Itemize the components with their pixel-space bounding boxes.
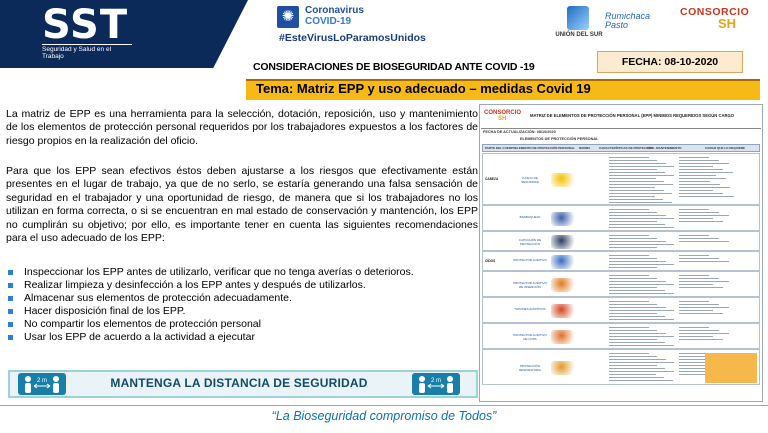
matrix-item-label: PROTECTOR AUDITIVO DE INSERCIÓN xyxy=(513,281,547,289)
list-item xyxy=(6,292,486,305)
matrix-col-header: CARACTERÍSTICAS DE PROTECCIÓN xyxy=(599,146,654,150)
social-distance-icon xyxy=(18,373,66,395)
list-item xyxy=(6,318,486,331)
intro-paragraph: La matriz de EPP es una herramienta para la selección, dotación, reposición, uso y mantenimiento de los elementos de protección personal requeridos por los trabajadores expuestos a los factores de riesgo propios en la realización del oficio. xyxy=(6,108,478,147)
bullet-icon xyxy=(8,270,13,275)
matrix-text-block xyxy=(679,235,739,244)
list-item xyxy=(6,331,486,344)
earmuff-image xyxy=(551,255,577,269)
list-item-text: Realizar limpieza y desinfección a los EPP antes y después de utilizarlos. xyxy=(24,278,366,291)
helmet-image xyxy=(551,173,577,187)
resp-image xyxy=(551,361,577,375)
matrix-text-block xyxy=(679,275,739,290)
list-item xyxy=(6,279,486,292)
matrix-text-block xyxy=(609,157,675,205)
matrix-col-header: PARTE DEL CUERPO xyxy=(485,146,516,150)
consorcio-logo-text: CONSORCIO xyxy=(680,6,750,18)
earplug-image xyxy=(551,278,577,292)
distance-banner-text: MANTENGA LA DISTANCIA DE SEGURIDAD xyxy=(110,376,368,390)
table-row xyxy=(482,323,760,349)
list-item-text: No compartir los elementos de protección personal xyxy=(24,317,261,330)
chinstrap-image xyxy=(551,212,577,226)
matrix-item-label: BARBUQUEJO xyxy=(519,215,541,219)
campaign-hashtag: #EsteVirusLoParamosUnidos xyxy=(279,32,426,44)
page-title: CONSIDERACIONES DE BIOSEGURIDAD ANTE COVID -19 xyxy=(253,61,535,73)
matrix-text-block xyxy=(609,275,675,296)
matrix-col-header: ELEMENTO DE PROTECCIÓN PERSONAL xyxy=(515,146,575,150)
list-item xyxy=(6,305,486,318)
matrix-highlight xyxy=(705,353,757,383)
list-item-text: Hacer disposición final de los EPP. xyxy=(24,304,186,317)
sst-logo: SST xyxy=(42,2,129,48)
union-del-sur-label: UNIÓN DEL SUR xyxy=(555,32,603,38)
matrix-text-block xyxy=(679,301,739,316)
matrix-logo xyxy=(484,110,528,124)
matrix-text-block xyxy=(609,353,675,383)
matrix-date: FECHA DE ACTUALIZACIÓN: 08/10/2020 xyxy=(483,130,556,134)
cup-image xyxy=(551,330,577,344)
plug-image xyxy=(551,304,577,318)
matrix-logo-suffix: SH xyxy=(498,116,507,122)
matrix-col-header: CARGO QUE LO REQUIERE xyxy=(705,146,746,150)
matrix-col-header: USO - MANTENIMIENTO xyxy=(647,146,682,150)
recommendation-list xyxy=(6,266,486,343)
footer-divider xyxy=(0,405,768,406)
list-item-text: Inspeccionar los EPP antes de utilizarlo, verificar que no tenga averías o deterioros. xyxy=(24,266,414,278)
matrix-col-header: NORMA xyxy=(579,146,591,150)
matrix-category: OÍDOS xyxy=(485,259,496,263)
matrix-text-block xyxy=(609,301,675,322)
list-item-text: Almacenar sus elementos de protección adecuadamente. xyxy=(24,291,292,304)
consorcio-logo-suffix: SH xyxy=(718,16,737,31)
matrix-text-block xyxy=(679,255,739,264)
bullet-icon xyxy=(8,283,13,288)
table-row xyxy=(482,271,760,297)
list-item-text: Usar los EPP de acuerdo a la actividad a ejecutar xyxy=(24,330,255,343)
matrix-text-block xyxy=(609,255,675,270)
sst-logo-subtitle: Seguridad y Salud en el Trabajo xyxy=(42,44,132,60)
table-row xyxy=(482,349,760,385)
footer-slogan: “La Bioseguridad compromiso de Todos” xyxy=(271,409,497,423)
table-row xyxy=(482,205,760,231)
covid-logo-icon: ✺ xyxy=(277,6,299,28)
list-item xyxy=(6,266,486,279)
matrix-item-label: PROTECCIÓN RESPIRATORIA xyxy=(518,364,542,372)
table-row xyxy=(482,297,760,323)
matrix-text-block xyxy=(609,209,675,230)
consorcio-sh-logo xyxy=(680,6,762,31)
topic-title: Tema: Matriz EPP y uso adecuado – medidas Covid 19 xyxy=(256,81,591,96)
matrix-text-block xyxy=(679,327,739,342)
matrix-subheader: ELEMENTOS DE PROTECCIÓN PERSONAL xyxy=(520,137,599,141)
date-badge: FECHA: 08-10-2020 xyxy=(597,51,743,73)
bullet-icon xyxy=(8,335,13,340)
matrix-title: MATRIZ DE ELEMENTOS DE PROTECCIÓN PERSONAL (EPP) MINIMOS REQUERIDOS SEGÚN CARGO xyxy=(530,113,735,118)
hood-image xyxy=(551,235,577,249)
matrix-item-label: PROTECTOR AUDITIVO xyxy=(513,258,547,262)
table-row xyxy=(482,153,760,205)
social-distance-icon xyxy=(412,373,460,395)
matrix-item-label: TAPONES AUDITIVOS xyxy=(514,307,546,311)
matrix-text-block xyxy=(609,235,675,250)
matrix-logo-text: CONSORCIO xyxy=(484,110,522,116)
matrix-item-label: CAPUCHÓN DE PROTECCIÓN xyxy=(518,238,542,246)
table-row xyxy=(482,231,760,251)
matrix-category: CABEZA xyxy=(485,177,499,181)
bullet-icon xyxy=(8,322,13,327)
covid-logo-name: COVID-19 xyxy=(305,16,352,27)
matrix-item-label: PROTECTOR AUDITIVO DE COPA xyxy=(513,333,547,341)
covid-logo-label: Coronavirus xyxy=(305,5,364,16)
distance-label: 2 m xyxy=(430,378,442,384)
matrix-text-block xyxy=(609,327,675,348)
matrix-text-block xyxy=(679,209,739,224)
rumichaca-pasto-logo: Rumichaca Pasto xyxy=(605,11,651,30)
matrix-text-block xyxy=(679,157,739,199)
recommendation-paragraph: Para que los EPP sean efectivos éstos deben ajustarse a los riesgos que efectivamente están presentes en el lugar de trabajo, ya que de no serlo, se estaría generando una falsa sensación de seguridad en el trabajador y una oportunidad de riesgo, de manera que si los trabajadores no los utilizan en forma correcta, o si se encuentran en mal estado de conservación y mantención, los EPP no cumplirán su objetivo; por ello, es importante tener en cuenta las siguientes recomendaciones para el uso adecuado de los EPP: xyxy=(6,165,478,245)
distance-label: 2 m xyxy=(36,378,48,384)
bullet-icon xyxy=(8,309,13,314)
bullet-icon xyxy=(8,296,13,301)
union-del-sur-logo-icon xyxy=(567,6,589,30)
table-row xyxy=(482,251,760,271)
matrix-item-label: CASCO DE SEGURIDAD xyxy=(521,176,539,184)
matrix-column-header xyxy=(482,144,760,152)
